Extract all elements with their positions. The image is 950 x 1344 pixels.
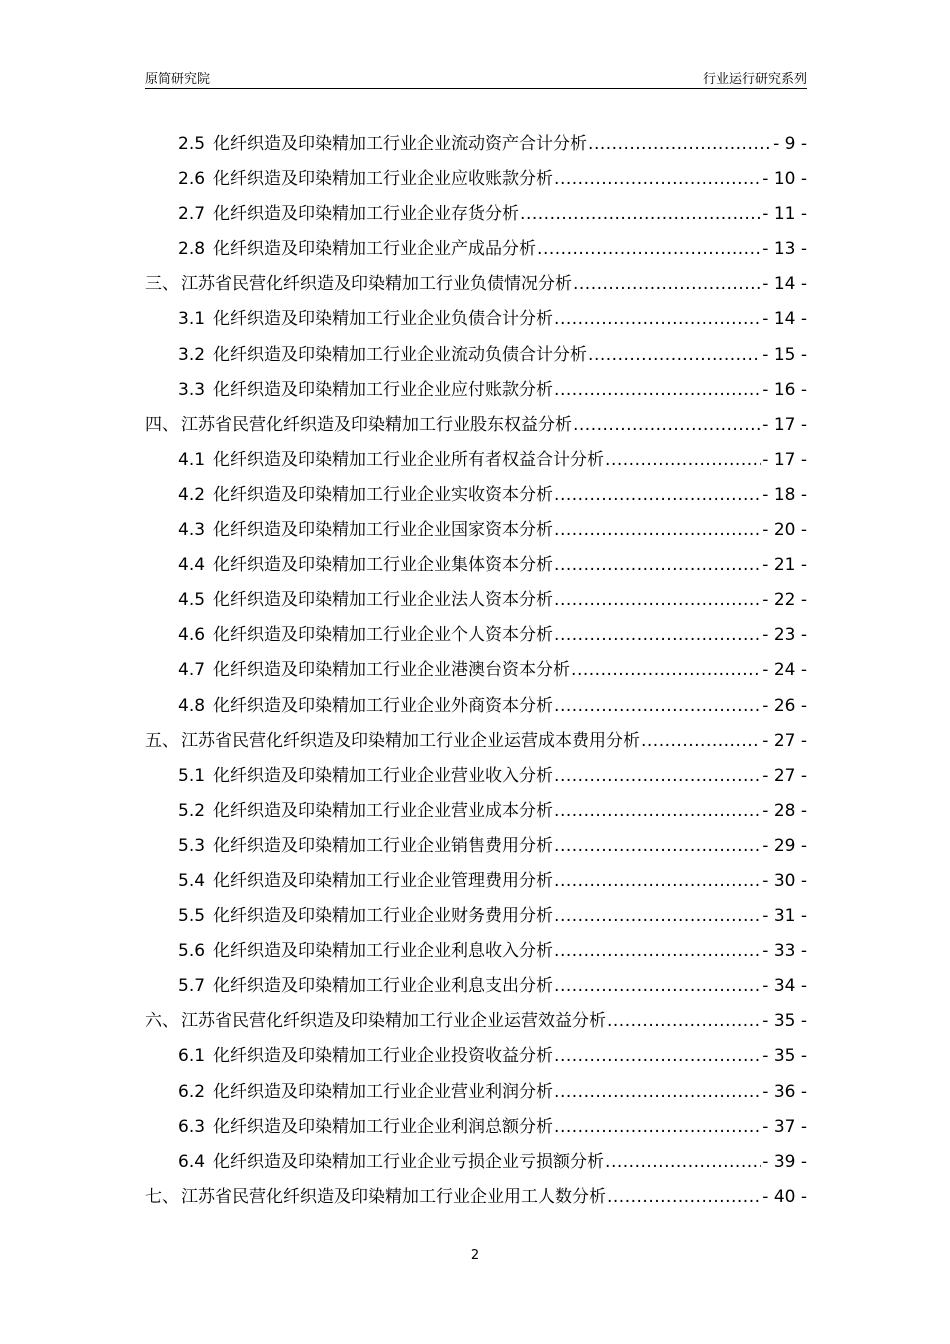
toc-entry[interactable] [145, 1147, 807, 1182]
toc-dot-leader [554, 485, 761, 505]
toc-entry-label [178, 901, 553, 926]
toc-entry-page: - 33 - [762, 941, 807, 962]
toc-entry-page: - 28 - [762, 800, 807, 821]
toc-dot-leader [607, 1011, 761, 1031]
toc-entry[interactable] [145, 655, 807, 690]
toc-entry-title: 化纤织造及印染精加工行业企业利润总额分析 [213, 1116, 554, 1137]
toc-entry[interactable] [145, 620, 807, 655]
toc-entry[interactable] [145, 340, 807, 375]
toc-dot-leader [554, 801, 761, 821]
toc-entry[interactable] [145, 410, 807, 445]
toc-entry-page: - 29 - [762, 835, 807, 856]
toc-entry-page: - 11 - [762, 204, 807, 225]
toc-dot-leader [554, 941, 761, 961]
toc-entry-label [178, 199, 519, 224]
toc-entry-title: 化纤织造及印染精加工行业企业存货分析 [213, 204, 520, 225]
toc-entry-number: 5.4 [178, 870, 206, 891]
toc-entry-title: 化纤织造及印染精加工行业企业投资收益分析 [213, 1046, 554, 1067]
toc-entry[interactable] [145, 375, 807, 410]
toc-dot-leader [588, 345, 761, 365]
toc-entry[interactable] [145, 831, 807, 866]
toc-entry-number: 2.7 [178, 204, 206, 225]
toc-entry-page: - 23 - [762, 625, 807, 646]
toc-dot-leader [554, 520, 761, 540]
toc-entry-number: 五、 [145, 730, 179, 751]
toc-entry[interactable] [145, 726, 807, 761]
toc-entry-page: - 17 - [762, 414, 807, 435]
toc-entry[interactable] [145, 199, 807, 234]
toc-entry-number: 5.1 [178, 765, 206, 786]
toc-entry-label [178, 480, 553, 505]
toc-entry-label [178, 304, 553, 329]
toc-entry-title: 化纤织造及印染精加工行业企业负债合计分析 [213, 309, 554, 330]
toc-entry-title: 化纤织造及印染精加工行业企业应收账款分析 [213, 169, 554, 190]
toc-dot-leader [554, 625, 761, 645]
toc-entry[interactable] [145, 761, 807, 796]
toc-entry-page: - 18 - [762, 484, 807, 505]
toc-entry[interactable] [145, 234, 807, 269]
toc-entry-page: - 14 - [762, 274, 807, 295]
toc-dot-leader [554, 1117, 761, 1137]
page-number: 2 [470, 1248, 480, 1263]
toc-entry[interactable] [145, 585, 807, 620]
toc-entry[interactable] [145, 304, 807, 339]
toc-dot-leader [520, 204, 761, 224]
toc-entry-page: - 26 - [762, 695, 807, 716]
toc-entry-number: 6.1 [178, 1046, 206, 1067]
toc-entry-label [178, 831, 553, 856]
toc-entry-title: 化纤织造及印染精加工行业企业财务费用分析 [213, 906, 554, 927]
toc-entry-number: 4.2 [178, 484, 206, 505]
toc-entry[interactable] [145, 1041, 807, 1076]
toc-entry-title: 化纤织造及印染精加工行业企业实收资本分析 [213, 484, 554, 505]
toc-entry-number: 4.7 [178, 660, 206, 681]
toc-entry[interactable] [145, 936, 807, 971]
toc-dot-leader [554, 696, 761, 716]
toc-entry-title: 化纤织造及印染精加工行业企业管理费用分析 [213, 870, 554, 891]
toc-dot-leader [554, 309, 761, 329]
toc-entry-title: 江苏省民营化纤织造及印染精加工行业股东权益分析 [181, 414, 572, 435]
toc-entry-label [178, 936, 553, 961]
toc-entry-label [178, 866, 553, 891]
toc-entry-number: 3.1 [178, 309, 206, 330]
toc-entry-title: 化纤织造及印染精加工行业企业所有者权益合计分析 [213, 449, 605, 470]
toc-entry-page: - 13 - [762, 239, 807, 260]
toc-dot-leader [573, 274, 761, 294]
toc-entry-label [145, 410, 572, 435]
toc-entry-number: 5.5 [178, 906, 206, 927]
toc-entry[interactable] [145, 971, 807, 1006]
toc-entry-title: 化纤织造及印染精加工行业企业流动负债合计分析 [213, 344, 588, 365]
toc-entry-page: - 14 - [762, 309, 807, 330]
toc-entry-page: - 37 - [762, 1116, 807, 1137]
toc-entry-number: 4.1 [178, 449, 206, 470]
toc-entry-page: - 36 - [762, 1081, 807, 1102]
toc-entry-title: 江苏省民营化纤织造及印染精加工行业企业运营成本费用分析 [181, 730, 640, 751]
toc-entry[interactable] [145, 164, 807, 199]
toc-entry-number: 5.3 [178, 835, 206, 856]
toc-entry[interactable] [145, 1112, 807, 1147]
toc-entry-number: 4.5 [178, 590, 206, 611]
toc-entry-label [178, 691, 553, 716]
toc-entry-label [178, 761, 553, 786]
toc-entry-page: - 15 - [762, 344, 807, 365]
toc-entry-label [145, 1182, 606, 1207]
toc-entry-title: 化纤织造及印染精加工行业企业产成品分析 [213, 239, 537, 260]
toc-entry[interactable] [145, 866, 807, 901]
toc-entry-number: 七、 [145, 1186, 179, 1207]
toc-entry-number: 4.8 [178, 695, 206, 716]
toc-entry-number: 4.4 [178, 555, 206, 576]
toc-entry-label [145, 726, 640, 751]
toc-entry-number: 6.3 [178, 1116, 206, 1137]
toc-entry-label [178, 655, 570, 680]
toc-entry-title: 化纤织造及印染精加工行业企业外商资本分析 [213, 695, 554, 716]
toc-dot-leader [554, 380, 761, 400]
toc-entry-label [145, 269, 572, 294]
toc-entry-label [178, 445, 604, 470]
toc-entry-label [178, 234, 536, 259]
toc-dot-leader [573, 415, 761, 435]
toc-entry-title: 化纤织造及印染精加工行业企业法人资本分析 [213, 590, 554, 611]
toc-entry-number: 3.3 [178, 379, 206, 400]
toc-dot-leader [554, 766, 761, 786]
toc-entry-number: 5.7 [178, 976, 206, 997]
toc-entry-title: 化纤织造及印染精加工行业企业营业利润分析 [213, 1081, 554, 1102]
toc-entry-label [178, 375, 553, 400]
toc-entry-title: 化纤织造及印染精加工行业企业港澳台资本分析 [213, 660, 571, 681]
toc-entry-page: - 27 - [762, 730, 807, 751]
toc-dot-leader [554, 1046, 761, 1066]
toc-entry-number: 5.2 [178, 800, 206, 821]
toc-entry[interactable] [145, 269, 807, 304]
toc-dot-leader [554, 871, 761, 891]
toc-dot-leader [607, 1187, 761, 1207]
toc-entry-page: - 35 - [762, 1046, 807, 1067]
toc-entry-number: 6.4 [178, 1151, 206, 1172]
toc-entry-number: 六、 [145, 1011, 179, 1032]
toc-entry-page: - 17 - [762, 449, 807, 470]
toc-dot-leader [605, 450, 761, 470]
toc-entry-title: 江苏省民营化纤织造及印染精加工行业企业运营效益分析 [181, 1011, 606, 1032]
toc-entry-label [178, 515, 553, 540]
toc-entry[interactable] [145, 445, 807, 480]
toc-dot-leader [554, 169, 761, 189]
toc-entry-page: - 24 - [762, 660, 807, 681]
toc-entry-page: - 31 - [762, 906, 807, 927]
toc-entry[interactable] [145, 129, 807, 164]
toc-entry[interactable] [145, 550, 807, 585]
toc-entry-page: - 39 - [762, 1151, 807, 1172]
page-header [145, 66, 807, 89]
toc-dot-leader [554, 906, 761, 926]
toc-entry-label [178, 1112, 553, 1137]
toc-dot-leader [554, 836, 761, 856]
toc-entry-page: - 10 - [762, 169, 807, 190]
toc-dot-leader [554, 976, 761, 996]
toc-entry-page: - 20 - [762, 520, 807, 541]
toc-entry-title: 化纤织造及印染精加工行业企业销售费用分析 [213, 835, 554, 856]
toc-entry-page: - 40 - [762, 1186, 807, 1207]
toc-entry-page: - 16 - [762, 379, 807, 400]
toc-entry-title: 江苏省民营化纤织造及印染精加工行业负债情况分析 [181, 274, 572, 295]
toc-entry-title: 化纤织造及印染精加工行业企业应付账款分析 [213, 379, 554, 400]
toc-dot-leader [571, 660, 761, 680]
toc-entry-label [178, 164, 553, 189]
toc-entry-page: - 27 - [762, 765, 807, 786]
toc-entry-number: 2.8 [178, 239, 206, 260]
toc-entry-number: 2.5 [178, 134, 206, 154]
toc-entry-label [178, 1147, 604, 1172]
toc-entry-number: 4.6 [178, 625, 206, 646]
toc-entry[interactable] [145, 1182, 807, 1217]
toc-entry-title: 化纤织造及印染精加工行业企业国家资本分析 [213, 520, 554, 541]
toc-entry-label [178, 971, 553, 996]
toc-entry-label [178, 620, 553, 645]
toc-dot-leader [554, 1082, 761, 1102]
toc-entry-title: 化纤织造及印染精加工行业企业流动资产合计分析 [213, 134, 588, 154]
toc-entry-title: 化纤织造及印染精加工行业企业集体资本分析 [213, 555, 554, 576]
toc-entry-title: 化纤织造及印染精加工行业企业营业收入分析 [213, 765, 554, 786]
toc-entry-label [178, 1041, 553, 1066]
toc-entry-title: 化纤织造及印染精加工行业企业利息收入分析 [213, 941, 554, 962]
toc-entry-title: 化纤织造及印染精加工行业企业营业成本分析 [213, 800, 554, 821]
toc-entry[interactable] [145, 480, 807, 515]
toc-entry-page: - 34 - [762, 976, 807, 997]
header-institute-name: 原简研究院 [145, 72, 211, 87]
toc-entry[interactable] [145, 796, 807, 831]
toc-entry-title: 化纤织造及印染精加工行业企业亏损企业亏损额分析 [213, 1151, 605, 1172]
toc-entry-label [178, 340, 587, 365]
toc-dot-leader [588, 134, 772, 154]
toc-entry-label [178, 1077, 553, 1102]
toc-dot-leader [605, 1152, 761, 1172]
toc-entry[interactable] [145, 1077, 807, 1112]
toc-entry-page: - 35 - [762, 1011, 807, 1032]
toc-dot-leader [554, 555, 761, 575]
toc-entry-label [145, 1006, 606, 1031]
toc-entry[interactable] [145, 515, 807, 550]
toc-entry[interactable] [145, 901, 807, 936]
toc-entry-page: - 22 - [762, 590, 807, 611]
toc-entry-page: - 9 - [773, 134, 807, 154]
toc-entry-title: 化纤织造及印染精加工行业企业个人资本分析 [213, 625, 554, 646]
table-of-contents [145, 129, 807, 1217]
toc-entry[interactable] [145, 1006, 807, 1041]
toc-dot-leader [554, 590, 761, 610]
toc-entry-number: 四、 [145, 414, 179, 435]
toc-dot-leader [641, 731, 761, 751]
toc-entry-number: 三、 [145, 274, 179, 295]
toc-entry-number: 6.2 [178, 1081, 206, 1102]
toc-dot-leader [537, 239, 761, 259]
toc-entry-page: - 30 - [762, 870, 807, 891]
toc-entry-page: - 21 - [762, 555, 807, 576]
toc-entry-title: 江苏省民营化纤织造及印染精加工行业企业用工人数分析 [181, 1186, 606, 1207]
header-series-name: 行业运行研究系列 [702, 72, 807, 87]
toc-entry-label [178, 796, 553, 821]
toc-entry-label [178, 585, 553, 610]
toc-entry-label [178, 550, 553, 575]
toc-entry[interactable] [145, 691, 807, 726]
toc-entry-label [178, 129, 587, 154]
toc-entry-number: 3.2 [178, 344, 206, 365]
toc-entry-number: 4.3 [178, 520, 206, 541]
toc-entry-number: 5.6 [178, 941, 206, 962]
toc-entry-title: 化纤织造及印染精加工行业企业利息支出分析 [213, 976, 554, 997]
toc-entry-number: 2.6 [178, 169, 206, 190]
